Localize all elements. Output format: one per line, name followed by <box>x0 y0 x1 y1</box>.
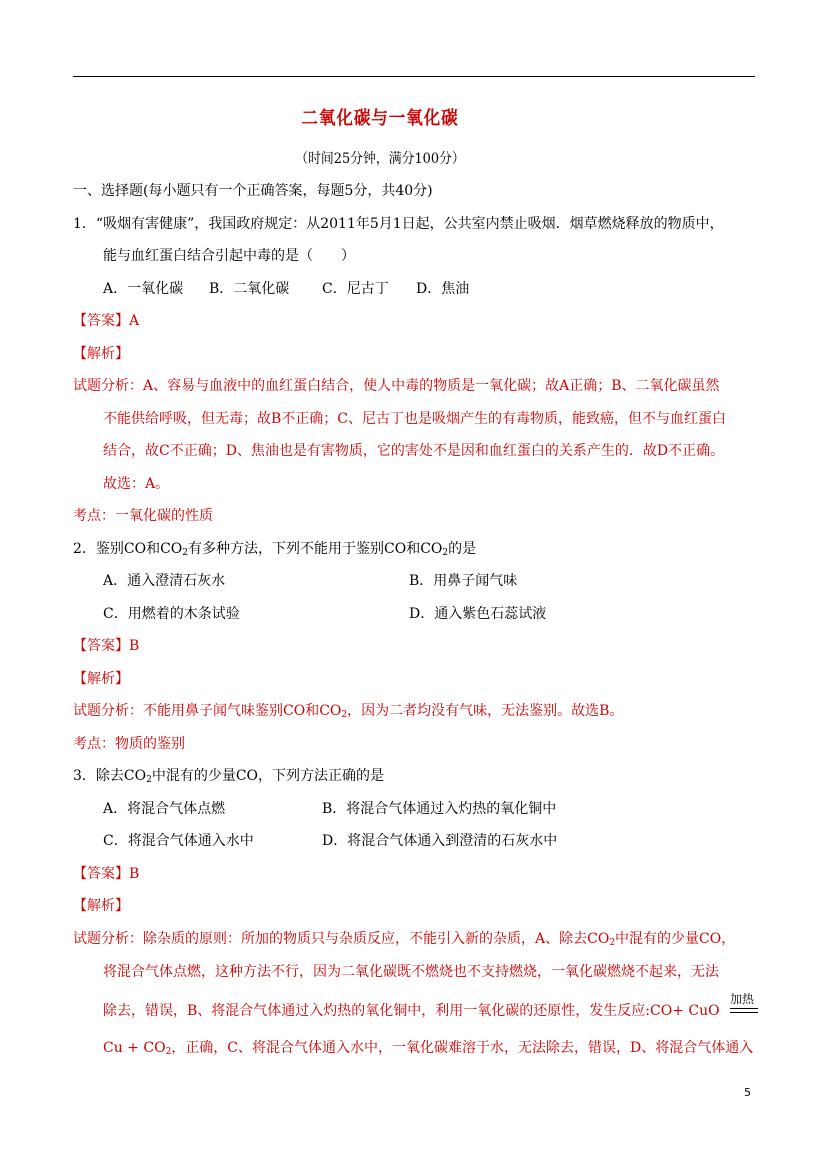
q1-option-d: D．焦油 <box>416 281 470 297</box>
q3-analysis-line: 将混合气体点燃，这种方法不行，因为二氧化碳既不燃烧也不支持燃烧，一氧化碳燃烧不起来，无法 <box>103 964 719 980</box>
page-subtitle: （时间25分钟，满分100分） <box>295 151 465 167</box>
q2-option-d: D．通入紫色石蕊试液 <box>409 606 547 622</box>
q1-stem-cont: 能与血红蛋白结合引起中毒的是（ ） <box>103 248 355 264</box>
q1-analysis-label: 【解析】 <box>73 346 129 362</box>
q2-analysis-label: 【解析】 <box>73 671 129 687</box>
q1-analysis-line: 结合，故C不正确；D、焦油也是有害物质，它的害处不是因和血红蛋白的关系产生的．故D不正确。 <box>103 443 725 459</box>
q3-stem: 3．除去$CO_2$中混有的少量CO，下列方法正确的是 <box>73 768 385 785</box>
q1-stem: 1．“吸烟有害健康”，我国政府规定：从2011年5月1日起，公共室内禁止吸烟．烟草燃烧释放的物质中， <box>73 216 724 232</box>
q3-option-a: A．将混合气体点燃 <box>103 801 226 817</box>
heating-condition <box>730 993 758 1015</box>
section-heading: 一、选择题(每小题只有一个正确答案，每题5分，共40分) <box>73 183 433 199</box>
q1-options <box>103 279 469 299</box>
q3-option-b: B．将混合气体通过入灼热的氧化铜中 <box>322 801 557 817</box>
q3-option-c: C．将混合气体通入水中 <box>103 833 254 849</box>
q3-analysis-line: $Cu + CO_2$，正确，C、将混合气体通入水中，一氧化碳难溶于水，无法除去，错误，D、将混合气体通入 <box>103 1040 754 1057</box>
q2-analysis: 试题分析：不能用鼻子闻气味鉴别CO和$CO_2$，因为二者均没有气味，无法鉴别。故选B。 <box>73 703 624 720</box>
q3-analysis-line: 除去，错误，B、将混合气体通过入灼热的氧化铜中，利用一氧化碳的还原性，发生反应:CO+ CuO <box>103 1003 720 1019</box>
q3-option-d: D．将混合气体通入到澄清的石灰水中 <box>322 833 558 849</box>
q1-option-c: C．尼古丁 <box>322 281 389 297</box>
q2-stem: 2．鉴别CO和$CO_2$有多种方法，下列不能用于鉴别CO和$CO_2$的是 <box>73 541 477 558</box>
q1-point: 考点：一氧化碳的性质 <box>73 508 213 524</box>
page-title: 二氧化碳与一氧化碳 <box>301 108 459 129</box>
q2-option-c: C．用燃着的木条试验 <box>103 606 240 622</box>
q2-point: 考点：物质的鉴别 <box>73 736 185 752</box>
q3-answer: 【答案】B <box>73 866 140 882</box>
q1-analysis-line: 试题分析：A、容易与血液中的血红蛋白结合，使人中毒的物质是一氧化碳；故A正确；B、二氧化碳虽然 <box>73 378 720 394</box>
q3-analysis-label: 【解析】 <box>73 898 129 914</box>
q1-analysis-line: 不能供给呼吸，但无毒；故B不正确；C、尼古丁也是吸烟产生的有毒物质，能致癌，但不与血红蛋白 <box>103 411 726 427</box>
equals-bar-top <box>730 1008 758 1009</box>
q1-option-a: A．一氧化碳 <box>103 281 184 297</box>
q2-option-b: B．用鼻子闻气味 <box>409 573 518 589</box>
q1-option-b: B．二氧化碳 <box>209 281 290 297</box>
q2-answer: 【答案】B <box>73 638 140 654</box>
q2-option-a: A．通入澄清石灰水 <box>103 573 226 589</box>
header-rule <box>73 76 755 77</box>
q1-answer: 【答案】A <box>73 313 140 329</box>
q3-analysis-line: 试题分析：除杂质的原则：所加的物质只与杂质反应，不能引入新的杂质，A、除去$CO_2$中混有的少量CO， <box>73 931 736 948</box>
equals-bar-bottom <box>730 1012 758 1013</box>
q1-analysis-line: 故选：A。 <box>103 476 170 492</box>
heating-label: 加热 <box>730 992 755 1006</box>
page-number: 5 <box>744 1086 751 1099</box>
